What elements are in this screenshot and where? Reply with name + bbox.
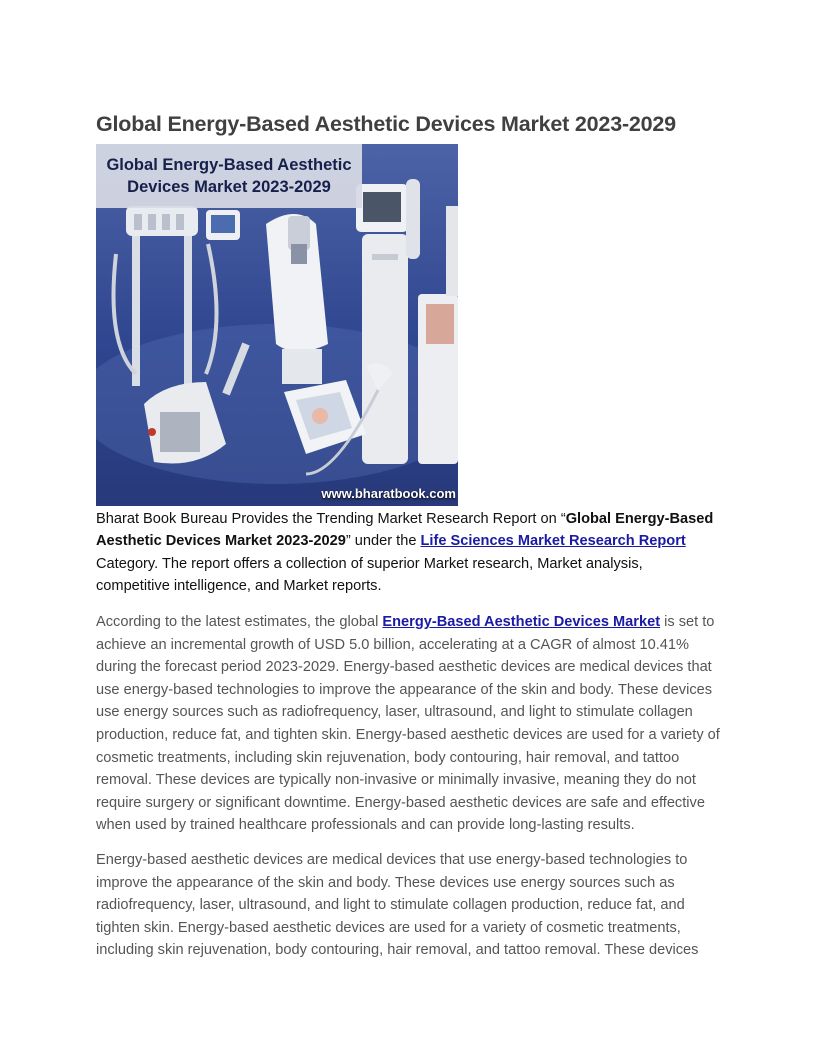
energy-based-market-link[interactable]: Energy-Based Aesthetic Devices Market: [382, 614, 661, 630]
paragraph-1-text-2: is set to achieve an incremental growth of USD 5.0 billion, accelerating at a CAGR of almost 10.41% during the forecast period 2023-2029. Energy-based aesthetic devices are medical devices that use energy-based technologies to improve the appearance of the skin and body. These devices use energy sources such as radiofrequency, laser, ultrasound, and light to stimulate collagen production, reduce fat, and tighten skin. Energy-based aesthetic devices are used for a variety of cosmetic treatments, including skin rejuvenation, body contouring, hair removal, and tattoo removal. These devices are typically non-invasive or minimally invasive, meaning they do not require surgery or significant downtime. Energy-based aesthetic devices are safe and effective when used by trained healthcare professionals and can provide long-lasting results.: [96, 614, 720, 834]
life-sciences-report-link[interactable]: Life Sciences Market Research Report: [420, 533, 686, 550]
paragraph-1-text-1: According to the latest estimates, the global: [96, 614, 383, 630]
right-edge-device: [418, 206, 458, 464]
banner-url: www.bharatbook.com: [321, 486, 456, 501]
banner-heading: Global Energy-Based Aesthetic Devices Market 2023-2029: [96, 144, 362, 208]
market-estimate-paragraph: [96, 611, 720, 837]
intro-paragraph: [96, 508, 720, 598]
report-banner-image: [96, 144, 458, 506]
page-title: Global Energy-Based Aesthetic Devices Market 2023-2029: [96, 112, 676, 137]
intro-text-3: Category. The report offers a collection of superior Market research, Market analysis, competitive intelligence, and Market reports.: [96, 555, 643, 595]
intro-text-1: Bharat Book Bureau Provides the Trending Market Research Report on “: [96, 511, 566, 527]
description-paragraph: Energy-based aesthetic devices are medical devices that use energy-based technologies to improve the appearance of the skin and body. These devices use energy sources such as radiofrequency, laser, ultrasound, and light to stimulate collagen production, reduce fat, and tighten skin. Energy-based aesthetic devices are used for a variety of cosmetic treatments, including skin rejuvenation, body contouring, hair removal, and tattoo removal. These devices: [96, 852, 699, 959]
intro-bold-title: Global Energy-Based Aesthetic Devices Market 2023-2029: [96, 511, 714, 550]
intro-text-2: ” under the: [345, 533, 421, 550]
